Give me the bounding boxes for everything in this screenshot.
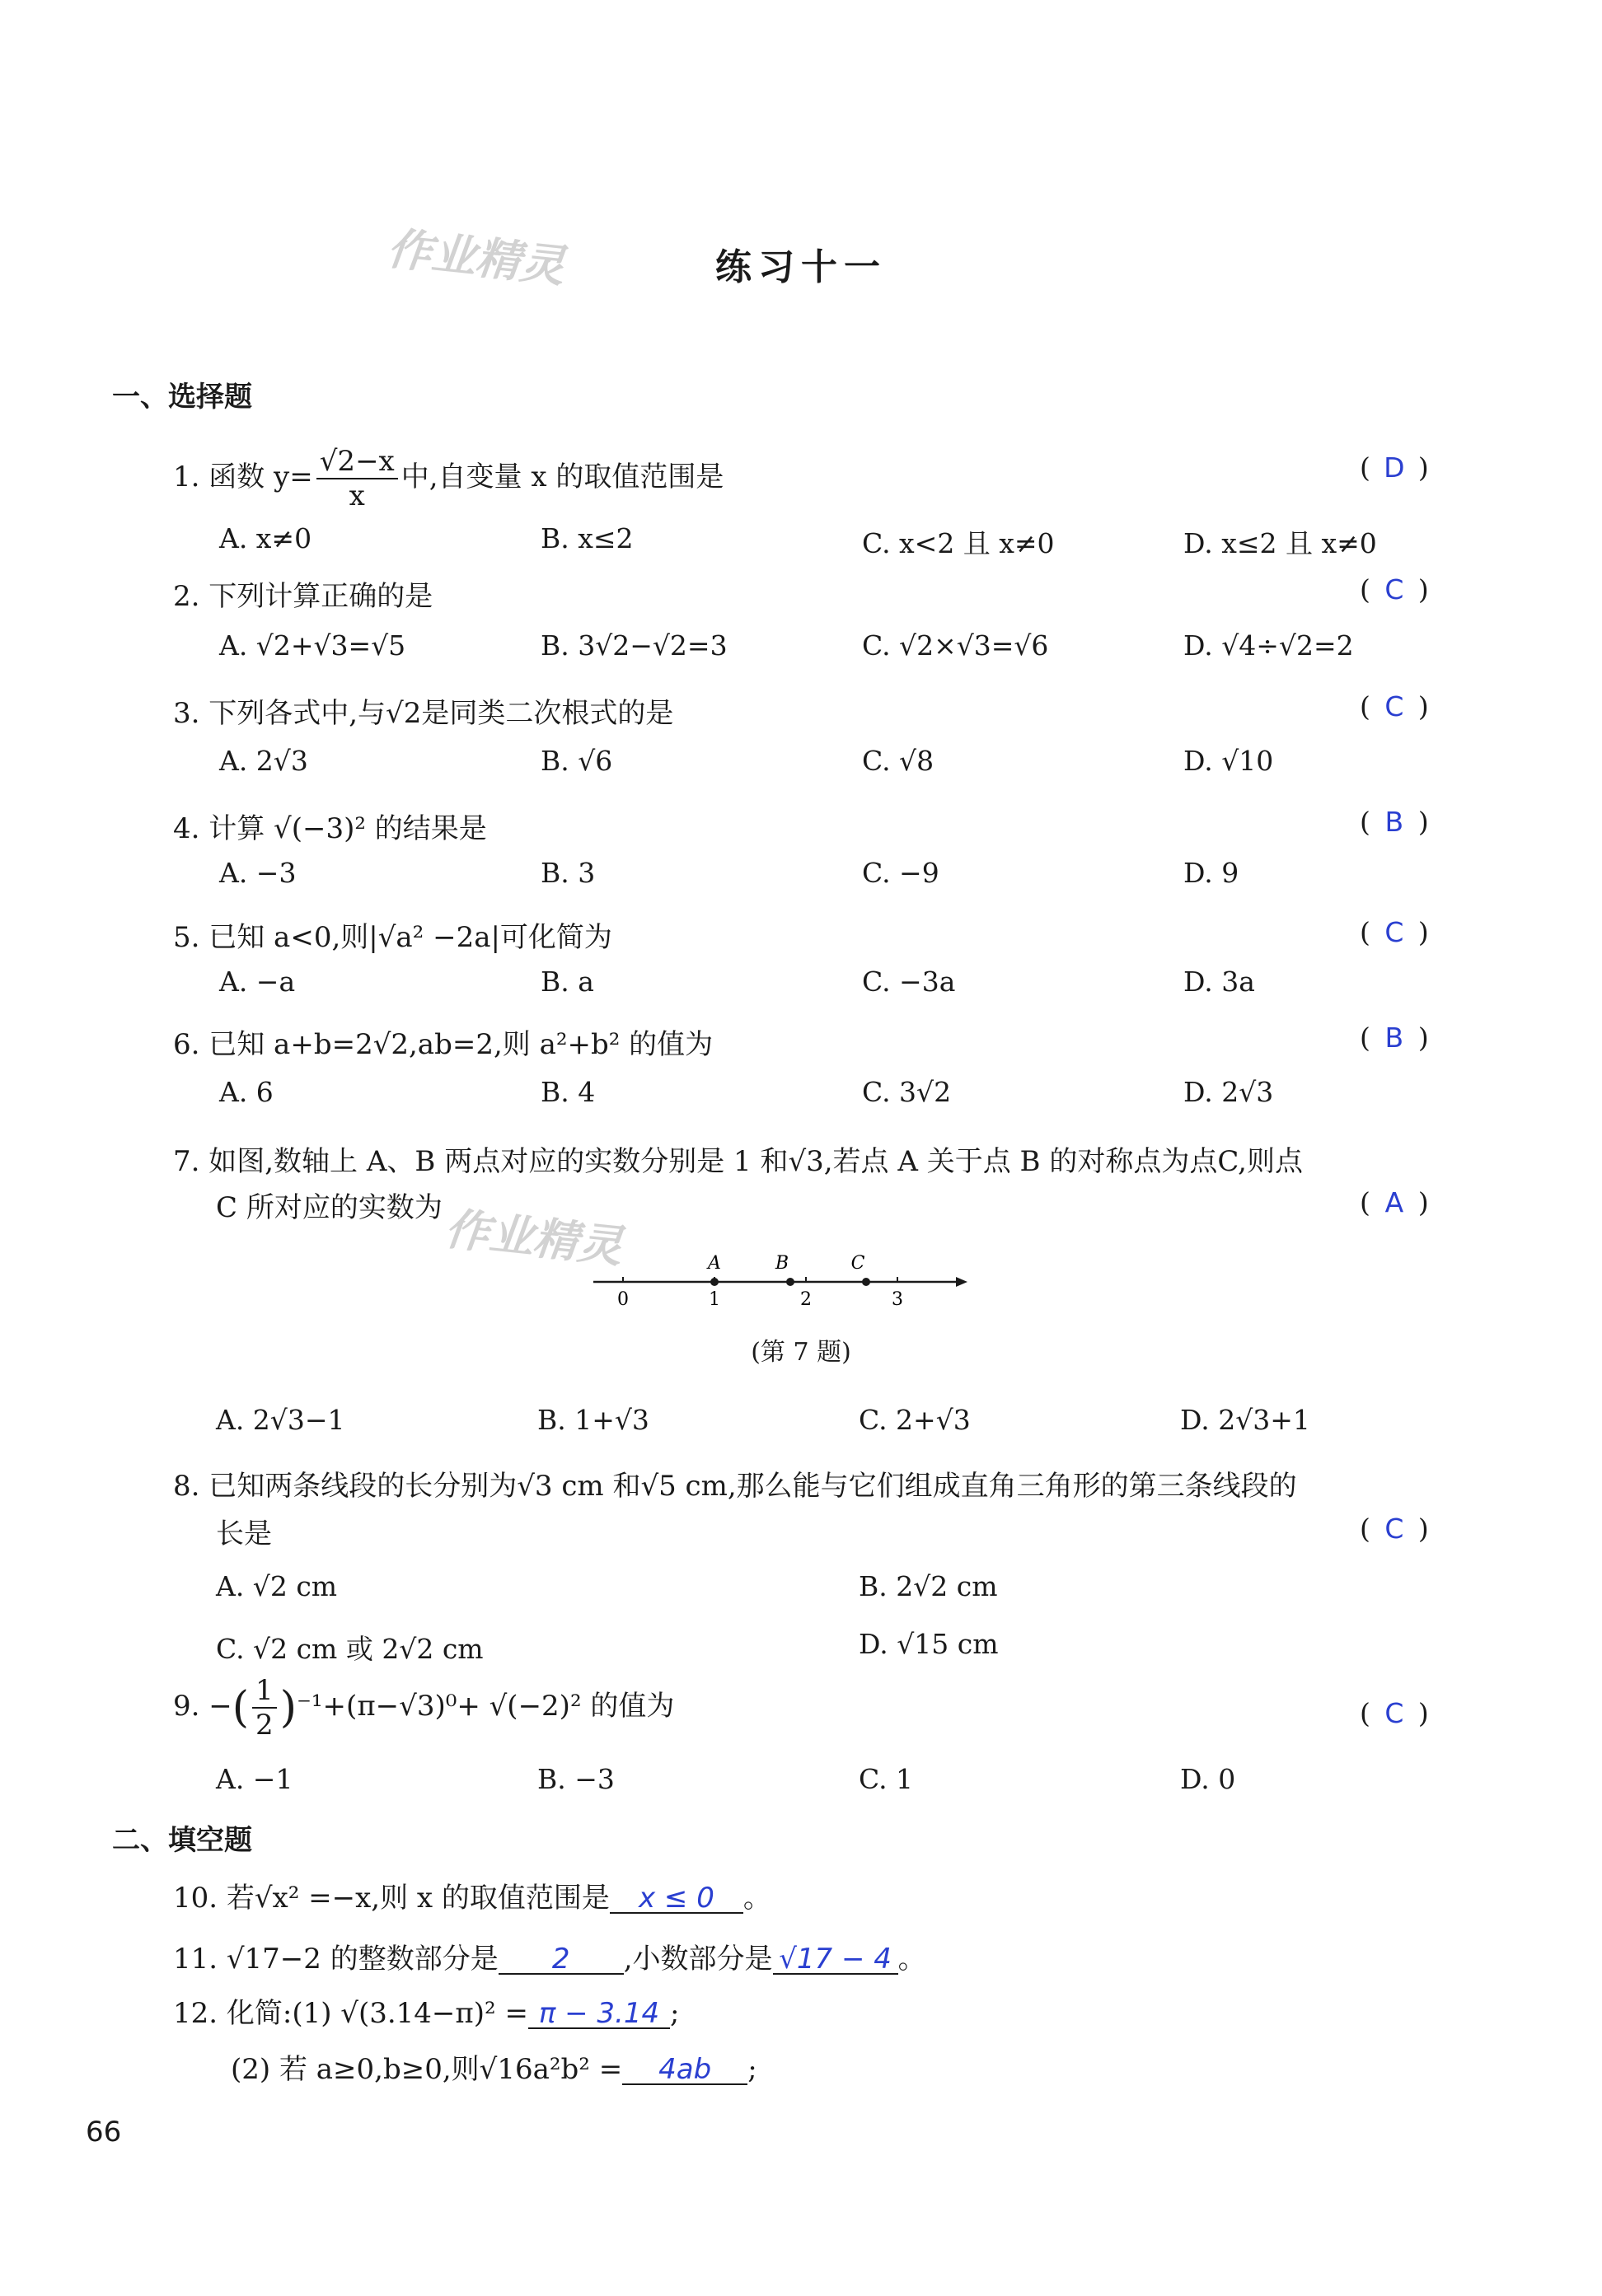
question-8-option-d: D. √15 cm (859, 1628, 999, 1660)
question-1-option-c: C. x<2 且 x≠0 (862, 527, 1055, 559)
question-9-answer: ( C ) (1360, 1697, 1429, 1729)
question-12-blank-2[interactable]: 4ab (622, 2055, 747, 2085)
watermark-logo: 作业精灵 (384, 222, 568, 293)
question-8-stem-line1: 8. 已知两条线段的长分别为√3 cm 和√5 cm,那么能与它们组成直角三角形的第三条线段的 (173, 1470, 1297, 1503)
question-2-option-a: A. √2+√3=√5 (219, 629, 406, 662)
point-c-label: C (850, 1253, 865, 1274)
question-6-answer: ( B ) (1360, 1022, 1429, 1054)
question-2-option-d: D. √4÷√2=2 (1183, 629, 1354, 662)
question-2-option-c: C. √2×√3=√6 (862, 629, 1049, 662)
question-7-answer: ( A ) (1360, 1186, 1429, 1218)
question-3-stem: 3. 下列各式中,与√2是同类二次根式的是 (173, 697, 674, 730)
question-9-option-d: D. 0 (1180, 1763, 1236, 1795)
question-5-option-a: A. −a (219, 966, 296, 998)
question-5-stem: 5. 已知 a<0,则|√a² −2a|可化简为 (173, 921, 612, 954)
question-4-option-a: A. −3 (219, 857, 297, 889)
point-b-label: B (775, 1253, 789, 1274)
question-7-option-a: A. 2√3−1 (216, 1404, 345, 1436)
question-2-option-b: B. 3√2−√2=3 (541, 629, 728, 662)
tick-label-2: 2 (800, 1289, 812, 1310)
number-line-figure (577, 1244, 972, 1310)
question-4-stem: 4. 计算 √(−3)² 的结果是 (173, 812, 487, 845)
question-10: 10. 若√x² =−x,则 x 的取值范围是 x ≤ 0 。 (173, 1882, 771, 1915)
question-9-fraction: $\frac{1}{2}$ (252, 1674, 277, 1742)
question-7-option-b: B. 1+√3 (537, 1404, 649, 1436)
question-4-answer: ( B ) (1360, 806, 1429, 838)
page-number: 66 (86, 2116, 122, 2149)
tick-label-0: 0 (617, 1289, 629, 1310)
question-6-option-c: C. 3√2 (862, 1076, 952, 1108)
page-title: 练习十一 (715, 246, 887, 288)
question-7-stem-line2: C 所对应的实数为 (216, 1191, 443, 1224)
question-1-answer: ( D ) (1360, 451, 1429, 484)
point-a-label: A (708, 1253, 721, 1274)
question-4-option-b: B. 3 (541, 857, 596, 889)
point-a-dot (710, 1278, 719, 1286)
question-8-option-b: B. 2√2 cm (859, 1570, 998, 1602)
watermark-logo: 作业精灵 (442, 1202, 625, 1274)
question-10-blank[interactable]: x ≤ 0 (610, 1884, 743, 1914)
question-2-stem: 2. 下列计算正确的是 (173, 580, 433, 613)
point-b-dot (786, 1278, 794, 1286)
question-2-answer: ( C ) (1360, 573, 1429, 606)
question-9-option-a: A. −1 (216, 1763, 293, 1795)
question-5-answer: ( C ) (1360, 916, 1429, 948)
question-1-option-a: A. x≠0 (219, 522, 312, 554)
question-1-option-b: B. x≤2 (541, 522, 634, 554)
question-3-answer: ( C ) (1360, 690, 1429, 722)
question-7-option-d: D. 2√3+1 (1180, 1404, 1310, 1436)
figure-caption: (第 7 题) (751, 1338, 851, 1367)
question-1-fraction: $\frac{√2-x}{x}$ (316, 445, 398, 512)
question-3-option-d: D. √10 (1183, 745, 1274, 777)
question-12-part-2: (2) 若 a≥0,b≥0,则√16a²b² = 4ab ; (231, 2053, 757, 2086)
section-heading-fill: 二、填空题 (112, 1824, 252, 1857)
question-6-option-b: B. 4 (541, 1076, 596, 1108)
question-6-option-a: A. 6 (219, 1076, 274, 1108)
question-1-stem: 1. 函数 y= $\frac{√2-x}{x}$ 中,自变量 x 的取值范围是 (173, 445, 724, 512)
question-7-stem-line1: 7. 如图,数轴上 A、B 两点对应的实数分别是 1 和√3,若点 A 关于点 B 的对称点为点C,则点 (173, 1145, 1303, 1178)
question-9-option-c: C. 1 (859, 1763, 914, 1795)
question-11-blank-decimal[interactable]: √17 − 4 (773, 1945, 898, 1975)
question-9-stem: 9. −( $\frac{1}{2}$ )⁻¹+(π−√3)⁰+ √(−2)² 的值为 (173, 1674, 675, 1742)
section-heading-choice: 一、选择题 (112, 381, 252, 414)
question-8-answer: ( C ) (1360, 1513, 1429, 1545)
question-3-option-b: B. √6 (541, 745, 613, 777)
question-12-blank-1[interactable]: π − 3.14 (528, 1999, 670, 2029)
question-8-option-c: C. √2 cm 或 2√2 cm (216, 1633, 484, 1665)
question-5-option-b: B. a (541, 966, 594, 998)
question-12-part-1: 12. 化简:(1) √(3.14−π)² = π − 3.14 ; (173, 1997, 680, 2030)
question-6-stem: 6. 已知 a+b=2√2,ab=2,则 a²+b² 的值为 (173, 1028, 714, 1061)
question-8-option-a: A. √2 cm (216, 1570, 338, 1602)
question-5-option-c: C. −3a (862, 966, 956, 998)
question-4-option-c: C. −9 (862, 857, 939, 889)
question-9-option-b: B. −3 (537, 1763, 615, 1795)
question-3-option-a: A. 2√3 (219, 745, 308, 777)
question-3-option-c: C. √8 (862, 745, 934, 777)
question-11-blank-integer[interactable]: 2 (499, 1945, 624, 1975)
question-8-stem-line2: 长是 (216, 1517, 272, 1550)
question-5-option-d: D. 3a (1183, 966, 1255, 998)
number-line-arrow (956, 1277, 967, 1287)
point-c-dot (862, 1278, 870, 1286)
tick-label-3: 3 (892, 1289, 903, 1310)
question-11: 11. √17−2 的整数部分是 2 ,小数部分是 √17 − 4 。 (173, 1943, 926, 1976)
question-6-option-d: D. 2√3 (1183, 1076, 1274, 1108)
question-1-option-d: D. x≤2 且 x≠0 (1183, 527, 1377, 559)
question-4-option-d: D. 9 (1183, 857, 1239, 889)
question-7-option-c: C. 2+√3 (859, 1404, 971, 1436)
tick-label-1: 1 (709, 1289, 720, 1310)
